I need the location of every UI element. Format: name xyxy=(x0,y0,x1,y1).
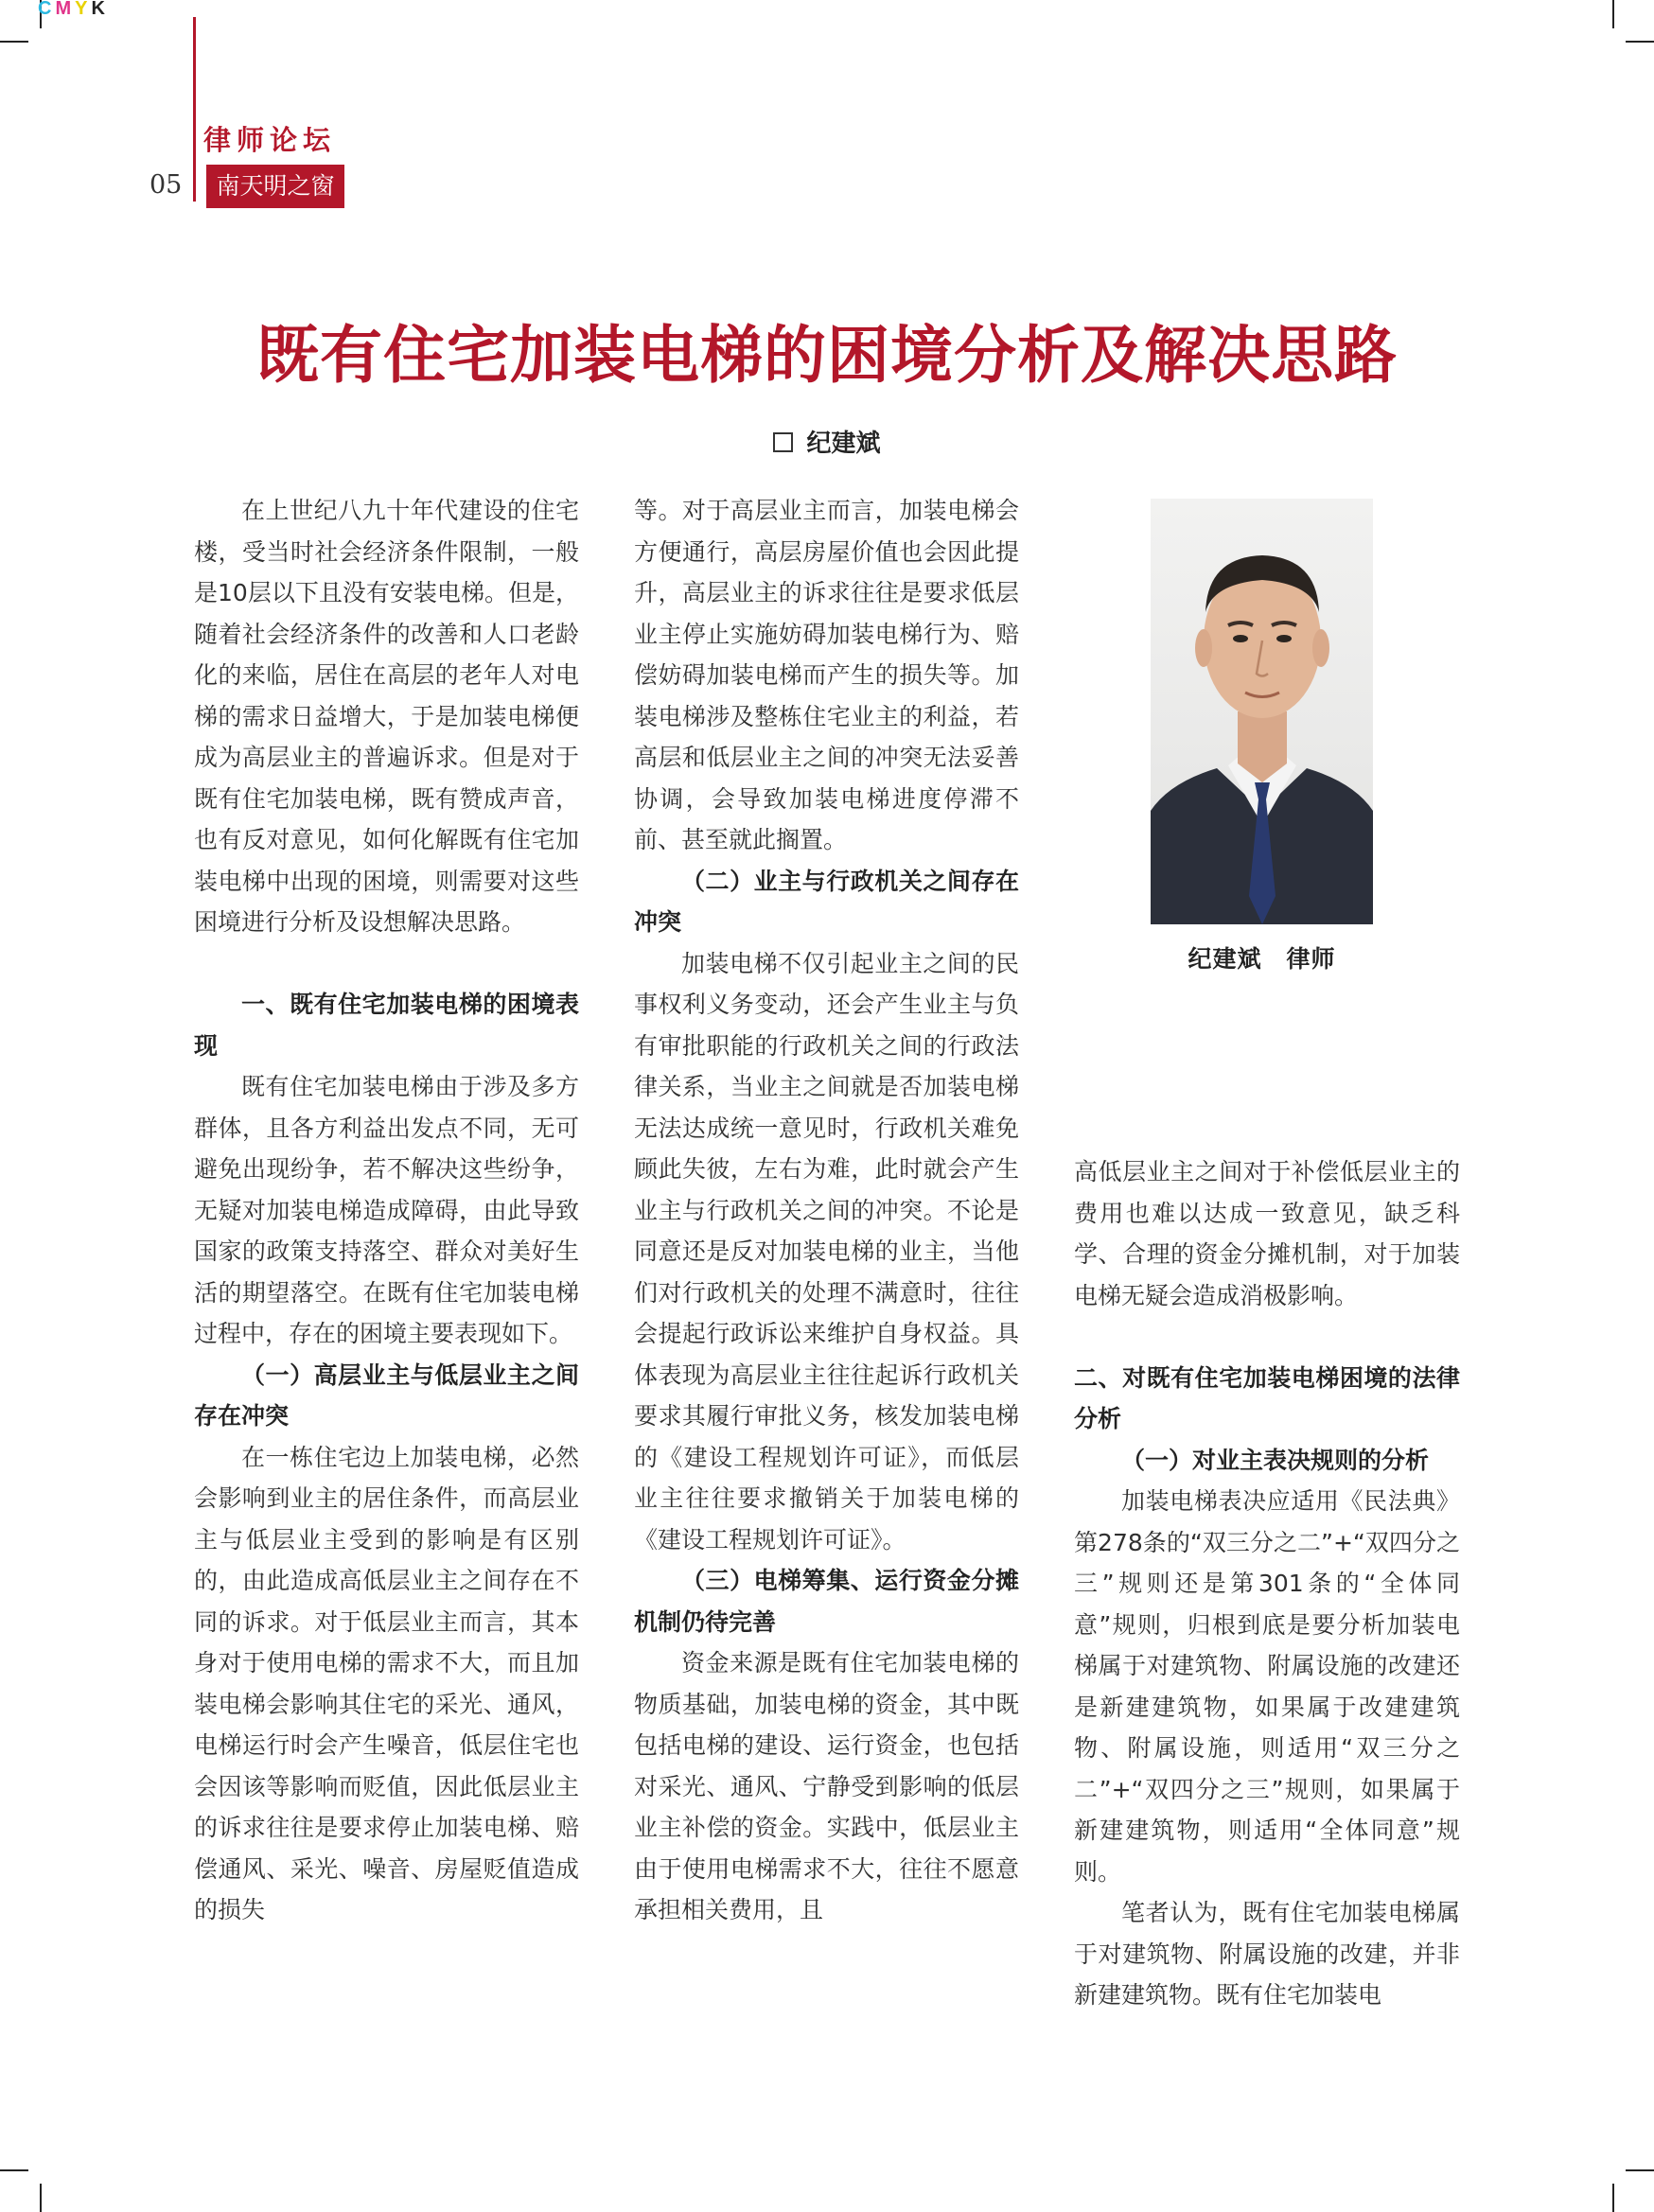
section-heading: （一）对业主表决规则的分析 xyxy=(1121,1446,1430,1474)
article-title: 既有住宅加装电梯的困境分析及解决思路 xyxy=(256,319,1398,392)
section-heading: 二、对既有住宅加装电梯困境的法律分析 xyxy=(1074,1363,1460,1432)
body-paragraph: 在一栋住宅边上加装电梯，必然会影响到业主的居住条件，而高层业主与低层业主受到的影响是有区别的，由此造成高低层业主之间存在不同的诉求。对于低层业主而言，其本身对于使用电梯的需求不大，而且加装电梯会影响其住宅的采光、通风，电梯运行时会产生噪音，低层住宅也会因该等影响而贬值，因此低层业主的诉求往往是要求停止加装电梯、赔偿通风、采光、噪音、房屋贬值造成的损失 xyxy=(194,1443,579,1923)
paragraph-spacer xyxy=(1074,1316,1460,1358)
body-paragraph: 资金来源是既有住宅加装电梯的物质基础，加装电梯的资金，其中既包括电梯的建设、运行资金，也包括对采光、通风、宁静受到影响的低层业主补偿的资金。实践中，低层业主由于使用电梯需求不大，往往不愿意承担相关费用，且 xyxy=(634,1649,1019,1923)
cmyk-m: M xyxy=(55,0,76,19)
cmyk-y: Y xyxy=(75,0,92,19)
body-paragraph: 加装电梯表决应适用《民法典》第278条的“双三分之二”+“双四分之三”规则还是第301条的“全体同意”规则，归根到底是要分析加装电梯属于对建筑物、附属设施的改建还是新建建筑物，如果属于改建建筑物、附属设施，则适用“双三分之二”+“双四分之三”规则，如果属于新建建筑物，则适用“全体同意”规则。 xyxy=(1074,1487,1460,1886)
body-paragraph: 高低层业主之间对于补偿低层业主的费用也难以达成一致意见，缺乏科学、合理的资金分摊机制，对于加装电梯无疑会造成消极影响。 xyxy=(1074,1158,1460,1309)
crop-mark-bl-h xyxy=(0,2169,28,2171)
body-paragraph: 等。对于高层业主而言，加装电梯会方便通行，高层房屋价值也会因此提升，高层业主的诉求往往是要求低层业主停止实施妨碍加装电梯行为、赔偿妨碍加装电梯而产生的损失等。加装电梯涉及整栋住宅业主的利益，若高层和低层业主之间的冲突无法妥善协调，会导致加装电梯进度停滞不前、甚至就此搁置。 xyxy=(634,497,1019,853)
section-heading: （一）高层业主与低层业主之间存在冲突 xyxy=(194,1361,579,1430)
square-icon xyxy=(773,432,793,452)
cmyk-k: K xyxy=(91,0,109,19)
author-photo xyxy=(1151,499,1373,924)
photo-caption: 纪建斌 律师 xyxy=(1188,945,1336,973)
body-paragraph: 在上世纪八九十年代建设的住宅楼，受当时社会经济条件限制，一般是10层以下且没有安装电梯。但是，随着社会经济条件的改善和人口老龄化的来临，居住在高层的老年人对电梯的需求日益增大，于是加装电梯便成为高层业主的普遍诉求。但是对于既有住宅加装电梯，既有赞成声音，也有反对意见，如何化解既有住宅加装电梯中出现的困境，则需要对这些困境进行分析及设想解决思路。 xyxy=(194,497,579,936)
text-column-1 xyxy=(194,490,579,1931)
header-accent-line xyxy=(193,17,196,202)
author-name: 纪建斌 xyxy=(806,430,881,458)
section-heading: （三）电梯筹集、运行资金分摊机制仍待完善 xyxy=(634,1567,1019,1636)
paragraph-spacer xyxy=(194,943,579,985)
body-paragraph: 既有住宅加装电梯由于涉及多方群体，且各方利益出发点不同，无可避免出现纷争，若不解决这些纷争，无疑对加装电梯造成障碍，由此导致国家的政策支持落空、群众对美好生活的期望落空。在既有住宅加装电梯过程中，存在的困境主要表现如下。 xyxy=(194,1073,579,1347)
text-column-2 xyxy=(634,490,1019,1931)
section-label: 律师论坛 xyxy=(203,124,337,156)
portrait-illustration xyxy=(1151,499,1373,924)
crop-mark-tr-h xyxy=(1626,41,1654,43)
text-column-3 xyxy=(1074,1151,1460,2016)
section-heading: 一、既有住宅加装电梯的困境表现 xyxy=(194,991,579,1060)
byline xyxy=(0,424,1654,459)
crop-mark-tl-h xyxy=(0,41,28,43)
column-name-badge: 南天明之窗 xyxy=(206,165,344,208)
section-heading: （二）业主与行政机关之间存在冲突 xyxy=(634,867,1019,936)
crop-mark-tr-v xyxy=(1612,0,1614,28)
cmyk-c: C xyxy=(38,0,56,19)
body-paragraph: 加装电梯不仅引起业主之间的民事权利义务变动，还会产生业主与负有审批职能的行政机关之间的行政法律关系，当业主之间就是否加装电梯无法达成统一意见时，行政机关难免顾此失彼，左右为难，此时就会产生业主与行政机关之间的冲突。不论是同意还是反对加装电梯的业主，当他们对行政机关的处理不满意时，往往会提起行政诉讼来维护自身权益。具体表现为高层业主往往起诉行政机关要求其履行审批义务，核发加装电梯的《建设工程规划许可证》，而低层业主往往要求撤销关于加装电梯的《建设工程规划许可证》。 xyxy=(634,949,1019,1554)
crop-mark-br-h xyxy=(1626,2169,1654,2171)
crop-mark-br-v xyxy=(1612,2184,1614,2212)
cmyk-registration-mark xyxy=(38,0,109,20)
page-number: 05 xyxy=(150,170,183,200)
body-paragraph: 笔者认为，既有住宅加装电梯属于对建筑物、附属设施的改建，并非新建建筑物。既有住宅加装电 xyxy=(1074,1899,1460,2009)
crop-mark-bl-v xyxy=(40,2184,42,2212)
